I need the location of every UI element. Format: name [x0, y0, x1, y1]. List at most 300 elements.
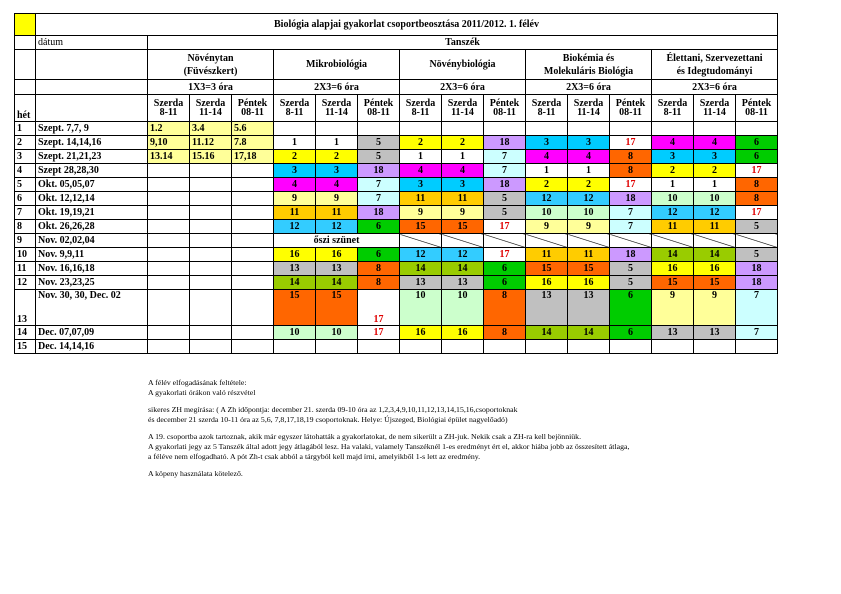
- day-time: 8-11: [663, 107, 682, 118]
- group-cell: 2: [274, 150, 316, 164]
- slash-cell: [400, 234, 442, 248]
- group-cell: 13: [568, 290, 610, 326]
- group-cell: [526, 340, 568, 354]
- group-cell: 10: [274, 326, 316, 340]
- group-cell: 15: [400, 220, 442, 234]
- group-cell: 5: [610, 262, 652, 276]
- group-cell: 8: [736, 192, 778, 206]
- date-cell: Nov. 30, 30, Dec. 02: [36, 290, 148, 326]
- day-header: [736, 95, 778, 122]
- department-2: [400, 50, 526, 80]
- group-cell: 17: [358, 290, 400, 326]
- department-4: [652, 50, 778, 80]
- group-cell: [190, 326, 232, 340]
- group-cell: [232, 326, 274, 340]
- group-cell: [736, 340, 778, 354]
- group-cell: [694, 340, 736, 354]
- group-cell: 3: [694, 150, 736, 164]
- empty-cell: [15, 36, 36, 50]
- group-cell: [232, 290, 274, 326]
- table-row: [15, 262, 778, 276]
- day-name: Péntek: [615, 98, 646, 109]
- group-cell: 16: [652, 262, 694, 276]
- day-header: [484, 95, 526, 122]
- day-name: Szerda: [699, 98, 730, 109]
- group-cell: 17: [358, 326, 400, 340]
- empty-cell: [36, 80, 148, 95]
- day-time: 11-14: [325, 107, 348, 118]
- group-cell: 4: [526, 150, 568, 164]
- group-cell: 14: [526, 326, 568, 340]
- group-cell: 5: [610, 276, 652, 290]
- group-cell: 14: [694, 248, 736, 262]
- group-cell: [652, 340, 694, 354]
- group-cell: [148, 262, 190, 276]
- group-cell: 2: [316, 150, 358, 164]
- table-row: [15, 178, 778, 192]
- group-cell: 11: [526, 248, 568, 262]
- group-cell: 15: [694, 276, 736, 290]
- note-line: a féléve nem elfogadható. A pót Zh-t csak abból a tárgyból kell majd írni, amelyikből 1-s lett az eredmény.: [148, 452, 481, 462]
- date-cell: Nov. 23,23,25: [36, 276, 148, 290]
- group-cell: 9: [316, 192, 358, 206]
- table-row: [15, 220, 778, 234]
- group-cell: 2: [442, 136, 484, 150]
- group-cell: 9: [400, 206, 442, 220]
- week-number: 7: [15, 206, 36, 220]
- department-0: [148, 50, 274, 80]
- day-header: [400, 95, 442, 122]
- group-cell: 6: [736, 150, 778, 164]
- table-row: [15, 340, 778, 354]
- group-cell: 17: [610, 178, 652, 192]
- group-cell: 17: [484, 220, 526, 234]
- group-cell: [148, 276, 190, 290]
- week-number: 15: [15, 340, 36, 354]
- group-cell: 12: [400, 248, 442, 262]
- schedule-table: [14, 13, 778, 354]
- week-number: 3: [15, 150, 36, 164]
- group-cell: [358, 340, 400, 354]
- group-cell: 7: [358, 192, 400, 206]
- group-cell: 18: [736, 276, 778, 290]
- group-cell: [232, 192, 274, 206]
- day-header: [652, 95, 694, 122]
- group-cell: [400, 340, 442, 354]
- slash-cell: [652, 234, 694, 248]
- group-cell: 13: [694, 326, 736, 340]
- group-cell: 12: [652, 206, 694, 220]
- day-time: 11-14: [703, 107, 726, 118]
- group-cell: 18: [484, 178, 526, 192]
- department-hours: 2X3=6 óra: [400, 80, 526, 95]
- group-cell: 15: [274, 290, 316, 326]
- day-name: Szerda: [195, 98, 226, 109]
- group-cell: 5.6: [232, 122, 274, 136]
- group-cell: 15: [442, 220, 484, 234]
- department-hours: 1X3=3 óra: [148, 80, 274, 95]
- group-cell: [610, 122, 652, 136]
- group-cell: 13: [316, 262, 358, 276]
- group-cell: 1: [274, 136, 316, 150]
- group-cell: [232, 276, 274, 290]
- group-cell: 13.14: [148, 150, 190, 164]
- group-cell: [358, 122, 400, 136]
- page-title: Biológia alapjai gyakorlat csoportbeosztása 2011/2012. 1. félév: [36, 14, 778, 36]
- department-hours: 2X3=6 óra: [274, 80, 400, 95]
- day-header: [274, 95, 316, 122]
- day-time: 8-11: [537, 107, 556, 118]
- group-cell: 1: [568, 164, 610, 178]
- table-row: [15, 206, 778, 220]
- group-cell: 3: [526, 136, 568, 150]
- group-cell: [190, 178, 232, 192]
- note-line: A gyakorlati jegy az 5 Tanszék által adott jegy átlagából lesz. Ha valaki, valamely Tanszéknél 1-es eredményt ért el, akkor hiába jobb az összesített átlaga,: [148, 442, 630, 452]
- group-cell: [148, 340, 190, 354]
- group-cell: 14: [274, 276, 316, 290]
- group-cell: 6: [484, 276, 526, 290]
- table-row: [15, 234, 778, 248]
- group-cell: 8: [484, 326, 526, 340]
- group-cell: 5: [736, 248, 778, 262]
- group-cell: 14: [400, 262, 442, 276]
- group-cell: 1: [652, 178, 694, 192]
- group-cell: 4: [442, 164, 484, 178]
- day-name: Szerda: [279, 98, 310, 109]
- group-cell: [190, 164, 232, 178]
- department-hours: 2X3=6 óra: [652, 80, 778, 95]
- group-cell: 15: [316, 290, 358, 326]
- week-number: 13: [15, 290, 36, 326]
- department-name: Növénytan: [187, 52, 234, 64]
- department-3: [526, 50, 652, 80]
- group-cell: 7: [736, 290, 778, 326]
- group-cell: 15.16: [190, 150, 232, 164]
- group-cell: 9: [652, 290, 694, 326]
- tanszek-label: Tanszék: [148, 36, 778, 50]
- department-name-line2: és Idegtudományi: [676, 65, 753, 77]
- slash-cell: [694, 234, 736, 248]
- group-cell: [190, 340, 232, 354]
- group-cell: [190, 248, 232, 262]
- group-cell: 6: [358, 220, 400, 234]
- empty-cell: [36, 95, 148, 122]
- date-cell: Szept. 14,14,16: [36, 136, 148, 150]
- day-name: Péntek: [489, 98, 520, 109]
- table-row: [15, 276, 778, 290]
- group-cell: [274, 340, 316, 354]
- day-name: Szerda: [657, 98, 688, 109]
- day-time: 08-11: [241, 107, 264, 118]
- table-row: [15, 192, 778, 206]
- empty-cell: [36, 50, 148, 80]
- group-cell: [442, 340, 484, 354]
- group-cell: 10: [568, 206, 610, 220]
- week-number: 1: [15, 122, 36, 136]
- group-cell: [190, 192, 232, 206]
- group-cell: 12: [316, 220, 358, 234]
- group-cell: 9,10: [148, 136, 190, 150]
- group-cell: 11: [694, 220, 736, 234]
- empty-cell: [148, 234, 190, 248]
- note-line: sikeres ZH megírása: ( A Zh időpontja: december 21. szerda 09-10 óra az 1,2,3,4,9,10,11,12,13,14,15,16,csoportoknak: [148, 404, 518, 414]
- group-cell: 7: [610, 220, 652, 234]
- group-cell: 3: [400, 178, 442, 192]
- group-cell: [148, 164, 190, 178]
- date-cell: Okt. 12,12,14: [36, 192, 148, 206]
- group-cell: 1: [442, 150, 484, 164]
- department-1: [274, 50, 400, 80]
- group-cell: 11: [316, 206, 358, 220]
- day-name: Szerda: [321, 98, 352, 109]
- group-cell: 11: [568, 248, 610, 262]
- department-hours: 2X3=6 óra: [526, 80, 652, 95]
- group-cell: 9: [568, 220, 610, 234]
- week-number: 8: [15, 220, 36, 234]
- group-cell: [526, 122, 568, 136]
- group-cell: 7: [736, 326, 778, 340]
- department-name: Biokémia és: [562, 52, 615, 64]
- group-cell: [316, 340, 358, 354]
- group-cell: 7: [358, 178, 400, 192]
- slash-cell: [736, 234, 778, 248]
- group-cell: 3: [274, 164, 316, 178]
- group-cell: 6: [736, 136, 778, 150]
- group-cell: [148, 220, 190, 234]
- date-cell: Okt. 19,19,21: [36, 206, 148, 220]
- group-cell: 12: [442, 248, 484, 262]
- day-name: Péntek: [363, 98, 394, 109]
- group-cell: [568, 122, 610, 136]
- group-cell: 12: [694, 206, 736, 220]
- slash-cell: [610, 234, 652, 248]
- group-cell: [190, 220, 232, 234]
- group-cell: [232, 206, 274, 220]
- week-number: 2: [15, 136, 36, 150]
- notes: [148, 378, 788, 479]
- group-cell: 7.8: [232, 136, 274, 150]
- group-cell: [148, 290, 190, 326]
- table-row: [15, 136, 778, 150]
- group-cell: 1: [400, 150, 442, 164]
- day-time: 08-11: [619, 107, 642, 118]
- group-cell: [400, 122, 442, 136]
- group-cell: [274, 122, 316, 136]
- group-cell: 18: [484, 136, 526, 150]
- group-cell: [232, 220, 274, 234]
- department-name: Élettani, Szervezettani: [666, 52, 763, 64]
- empty-cell: [190, 234, 232, 248]
- group-cell: [232, 178, 274, 192]
- group-cell: 9: [526, 220, 568, 234]
- day-header: [358, 95, 400, 122]
- slash-cell: [526, 234, 568, 248]
- group-cell: [736, 122, 778, 136]
- slash-cell: [442, 234, 484, 248]
- group-cell: 1: [526, 164, 568, 178]
- day-name: Szerda: [531, 98, 562, 109]
- day-header: [232, 95, 274, 122]
- empty-cell: [15, 50, 36, 80]
- group-cell: 12: [568, 192, 610, 206]
- group-cell: 16: [442, 326, 484, 340]
- group-cell: [484, 122, 526, 136]
- empty-cell: [232, 234, 274, 248]
- group-cell: 10: [400, 290, 442, 326]
- day-name: Szerda: [405, 98, 436, 109]
- group-cell: 9: [442, 206, 484, 220]
- day-header: [316, 95, 358, 122]
- group-cell: 17: [736, 164, 778, 178]
- department-name: Növénybiológia: [429, 59, 496, 70]
- week-number: 9: [15, 234, 36, 248]
- day-name: Péntek: [741, 98, 772, 109]
- group-cell: [190, 262, 232, 276]
- date-cell: Nov. 02,02,04: [36, 234, 148, 248]
- group-cell: 4: [400, 164, 442, 178]
- day-name: Szerda: [153, 98, 184, 109]
- datum-label: dátum: [36, 36, 148, 50]
- day-name: Szerda: [573, 98, 604, 109]
- week-number: 6: [15, 192, 36, 206]
- group-cell: 8: [484, 290, 526, 326]
- group-cell: 5: [358, 150, 400, 164]
- group-cell: 18: [358, 164, 400, 178]
- group-cell: 5: [736, 220, 778, 234]
- day-time: 08-11: [745, 107, 768, 118]
- group-cell: [148, 326, 190, 340]
- day-header: [610, 95, 652, 122]
- week-number: 11: [15, 262, 36, 276]
- note-line: A gyakorlati órákon való részvétel: [148, 388, 256, 398]
- week-number: 14: [15, 326, 36, 340]
- group-cell: [232, 340, 274, 354]
- group-cell: 16: [274, 248, 316, 262]
- group-cell: 14: [652, 248, 694, 262]
- group-cell: 8: [736, 178, 778, 192]
- week-number: 4: [15, 164, 36, 178]
- group-cell: 17: [736, 206, 778, 220]
- group-cell: 15: [526, 262, 568, 276]
- group-cell: 2: [568, 178, 610, 192]
- group-cell: 5: [484, 192, 526, 206]
- group-cell: 10: [526, 206, 568, 220]
- group-cell: 11: [652, 220, 694, 234]
- date-cell: Okt. 26,26,28: [36, 220, 148, 234]
- group-cell: 7: [484, 150, 526, 164]
- group-cell: 3: [568, 136, 610, 150]
- day-header: [442, 95, 484, 122]
- group-cell: 16: [694, 262, 736, 276]
- day-header: [526, 95, 568, 122]
- group-cell: 9: [274, 192, 316, 206]
- date-cell: Dec. 14,14,16: [36, 340, 148, 354]
- group-cell: 10: [442, 290, 484, 326]
- group-cell: 13: [526, 290, 568, 326]
- group-cell: 16: [526, 276, 568, 290]
- group-cell: 10: [316, 326, 358, 340]
- week-number: 12: [15, 276, 36, 290]
- group-cell: 2: [652, 164, 694, 178]
- empty-cell: [15, 80, 36, 95]
- het-label: hét: [15, 95, 36, 122]
- group-cell: 4: [274, 178, 316, 192]
- group-cell: 5: [358, 136, 400, 150]
- group-cell: 3.4: [190, 122, 232, 136]
- group-cell: [232, 262, 274, 276]
- table-row: [15, 122, 778, 136]
- group-cell: 9: [694, 290, 736, 326]
- group-cell: 15: [652, 276, 694, 290]
- day-name: Szerda: [447, 98, 478, 109]
- group-cell: 11: [274, 206, 316, 220]
- day-header: [190, 95, 232, 122]
- group-cell: 3: [442, 178, 484, 192]
- slash-cell: [568, 234, 610, 248]
- day-header: [694, 95, 736, 122]
- group-cell: 4: [652, 136, 694, 150]
- day-name: Péntek: [237, 98, 268, 109]
- day-header: [148, 95, 190, 122]
- table-row: [15, 150, 778, 164]
- group-cell: 6: [610, 326, 652, 340]
- date-cell: Dec. 07,07,09: [36, 326, 148, 340]
- group-cell: 17: [610, 136, 652, 150]
- group-cell: 2: [694, 164, 736, 178]
- group-cell: [232, 248, 274, 262]
- date-cell: Szept. 21,21,23: [36, 150, 148, 164]
- group-cell: 3: [316, 164, 358, 178]
- group-cell: [610, 340, 652, 354]
- group-cell: [148, 192, 190, 206]
- date-cell: Nov. 16,16,18: [36, 262, 148, 276]
- group-cell: 17,18: [232, 150, 274, 164]
- group-cell: 14: [442, 262, 484, 276]
- group-cell: 18: [610, 192, 652, 206]
- group-cell: 12: [274, 220, 316, 234]
- week-number: 5: [15, 178, 36, 192]
- date-cell: Szept. 7,7, 9: [36, 122, 148, 136]
- slash-cell: [484, 234, 526, 248]
- group-cell: 6: [610, 290, 652, 326]
- day-header: [568, 95, 610, 122]
- group-cell: 13: [652, 326, 694, 340]
- table-row: [15, 164, 778, 178]
- day-time: 8-11: [285, 107, 304, 118]
- day-time: 8-11: [411, 107, 430, 118]
- group-cell: 14: [316, 276, 358, 290]
- table-row: [15, 248, 778, 262]
- date-cell: Szept 28,28,30: [36, 164, 148, 178]
- department-name-line2: Molekuláris Biológia: [543, 65, 634, 77]
- group-cell: 6: [484, 262, 526, 276]
- group-cell: 7: [610, 206, 652, 220]
- group-cell: 17: [484, 248, 526, 262]
- group-cell: 1.2: [148, 122, 190, 136]
- group-cell: [484, 340, 526, 354]
- group-cell: 18: [736, 262, 778, 276]
- group-cell: 8: [610, 150, 652, 164]
- break-label: őszi szünet: [274, 234, 400, 248]
- day-time: 08-11: [493, 107, 516, 118]
- group-cell: [232, 164, 274, 178]
- group-cell: [148, 248, 190, 262]
- group-cell: [652, 122, 694, 136]
- group-cell: 11.12: [190, 136, 232, 150]
- group-cell: 4: [316, 178, 358, 192]
- group-cell: [694, 122, 736, 136]
- group-cell: 13: [442, 276, 484, 290]
